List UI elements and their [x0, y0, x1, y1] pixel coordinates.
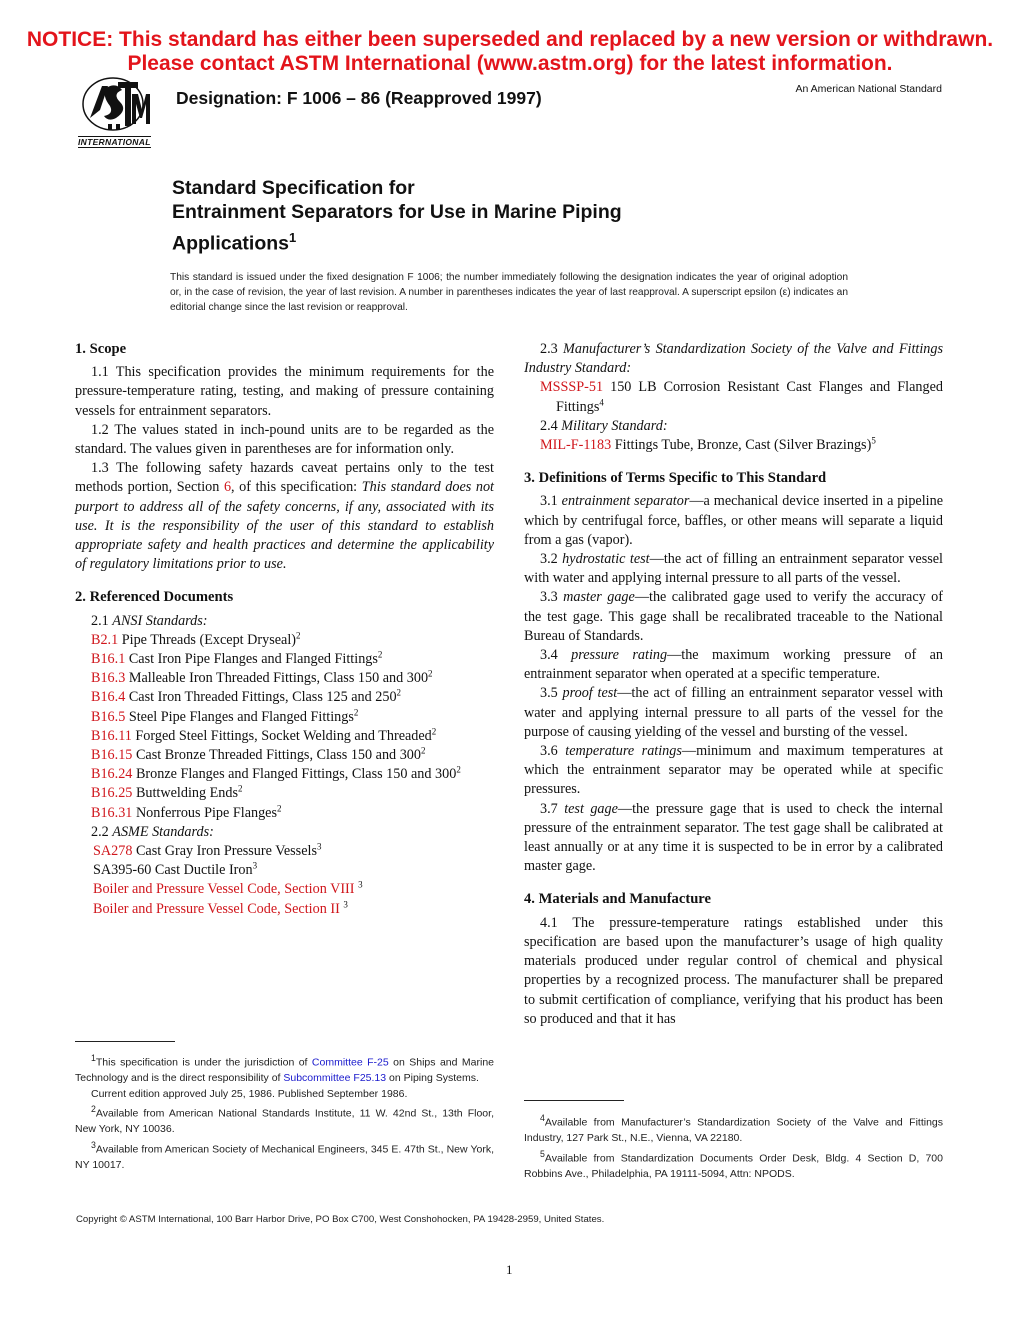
asme-bpvc-ii	[75, 900, 494, 919]
fn1-text-c: on Piping Systems.	[386, 1072, 479, 1084]
s1-3-text-a: 1.3 The following safety hazards caveat pertains only to the test methods portion, Section	[75, 460, 494, 496]
title-line-3	[172, 225, 296, 257]
asme-bpvc-ii-sup: 3	[343, 898, 348, 909]
ansi-ref-item	[75, 631, 494, 650]
american-national-standard: An American National Standard	[795, 83, 942, 95]
ansi-ref-sup: 2	[428, 668, 433, 679]
ansi-ref-item	[75, 650, 494, 669]
ansi-ref-text: Steel Pipe Flanges and Flanged Fittings	[125, 708, 354, 725]
definition-term: master gage	[563, 589, 635, 606]
definition-number: 3.1	[540, 493, 562, 510]
ansi-ref-sup: 2	[353, 706, 359, 717]
fn2-text: Available from American National Standards Institute, 11 W. 42nd St., 13th Floor, New York, NY 10036.	[75, 1107, 494, 1135]
ansi-ref-item	[75, 804, 494, 823]
section-1-2: 1.2 The values stated in inch-pound units are to be regarded as the standard. The values given in parentheses are for information only.	[75, 421, 494, 458]
definition-item	[524, 684, 943, 742]
ansi-ref-item	[75, 669, 494, 688]
s2-3-num: 2.3	[540, 341, 564, 357]
definition-term: hydrostatic test	[562, 551, 650, 568]
ansi-ref-text: Malleable Iron Threaded Fittings, Class 150 and 300	[125, 670, 429, 687]
definition-item	[524, 492, 943, 550]
refdocs-heading: 2. Referenced Documents	[75, 589, 234, 606]
fn4-text: Available from Manufacturer’s Standardization Society of the Valve and Fittings Industry, 127 Park St., N.E., Vienna, VA 22180.	[524, 1116, 943, 1144]
ansi-ref-item	[75, 784, 494, 803]
asme-sa395-text: SA395-60 Cast Ductile Iron	[93, 862, 253, 879]
ansi-ref-text: Cast Iron Pipe Flanges and Flanged Fittings	[125, 651, 378, 668]
mil-f-1183-link[interactable]: MIL-F-1183	[540, 437, 612, 454]
ansi-ref-link[interactable]: B16.5	[91, 708, 126, 725]
ansi-ref-text: Buttwelding Ends	[132, 785, 239, 802]
asme-sa395	[75, 861, 494, 880]
footnote-2	[75, 1102, 494, 1138]
right-column	[524, 340, 943, 1029]
ansi-ref-text: Pipe Threads (Except Dryseal)	[118, 631, 297, 648]
definition-item	[524, 800, 943, 877]
section-1-1: 1.1 This specification provides the minimum requirements for the pressure-temperature rating, testing, and making of pressure containing vessels for entrainment separators.	[75, 364, 494, 419]
definition-text: —minimum and maximum temperatures at which the entrainment separator may be operated while at specific pressures.	[524, 743, 944, 798]
asme-sa395-sup: 3	[252, 860, 258, 871]
definition-number: 3.5	[540, 685, 563, 702]
definition-text: —a mechanical device inserted in a pipeline which by centrifugal force, baffles, or other means will separate a liquid from a gas (vapor).	[524, 493, 944, 548]
ansi-ref-sup: 2	[456, 764, 461, 775]
footnote-1-edition: Current edition approved July 25, 1986. Published September 1986.	[91, 1087, 408, 1100]
definition-term: temperature ratings	[565, 743, 682, 760]
s1-3-text-b: , of this specification:	[231, 479, 362, 496]
asme-sa278-text: Cast Gray Iron Pressure Vessels	[132, 843, 317, 860]
ansi-ref-text: Cast Iron Threaded Fittings, Class 125 and 250	[125, 689, 397, 706]
s2-1-num: 2.1	[91, 612, 113, 629]
ansi-ref-link[interactable]: B16.1	[91, 651, 126, 668]
fn4-mark: 4	[540, 1113, 545, 1123]
definition-number: 3.4	[540, 647, 572, 664]
definition-text: —the calibrated gage used to verify the accuracy of the test gage. This gage shall be recalibrated traceable to the National Bureau of Standards.	[524, 589, 943, 644]
left-footnote-rule	[75, 1041, 175, 1042]
military-standard-label: Military Standard:	[561, 417, 668, 434]
asme-bpvc-viii-sup: 3	[358, 879, 363, 890]
asme-sa278-link[interactable]: SA278	[93, 843, 133, 860]
section-2-2	[75, 823, 494, 842]
ansi-ref-item	[75, 765, 494, 784]
ansi-ref-item	[75, 708, 494, 727]
ansi-ref-sup: 2	[296, 630, 301, 641]
msssp-51	[524, 378, 943, 416]
scope-heading: 1. Scope	[75, 341, 127, 357]
subcommittee-f2513-link[interactable]: Subcommittee F25.13	[283, 1072, 387, 1084]
ansi-ref-sup: 2	[377, 649, 383, 660]
fn3-text: Available from American Society of Mechanical Engineers, 345 E. 47th St., New York, NY 10017.	[75, 1143, 494, 1171]
fn3-mark: 3	[91, 1139, 96, 1150]
section-2-4	[524, 417, 943, 436]
section-2-1	[75, 612, 494, 631]
left-footnotes	[75, 1051, 494, 1173]
asme-standards-label: ASME Standards:	[112, 823, 214, 840]
page-number: 1	[506, 1262, 513, 1277]
asme-bpvc-viii	[75, 880, 494, 899]
ansi-ref-text: Bronze Flanges and Flanged Fittings, Class 150 and 300	[132, 766, 457, 783]
definition-number: 3.3	[540, 589, 564, 606]
ansi-ref-text: Nonferrous Pipe Flanges	[132, 804, 278, 821]
msssp-51-link[interactable]: MSSSP-51	[540, 379, 604, 396]
fn1-text-a: This specification is under the jurisdiction of	[95, 1056, 312, 1069]
footnote-1	[75, 1051, 494, 1087]
ansi-ref-item	[75, 746, 494, 765]
right-footnotes	[524, 1111, 943, 1182]
ansi-ref-link[interactable]: B16.15	[91, 747, 133, 764]
definition-item	[524, 742, 943, 800]
section-6-link[interactable]: 6	[223, 479, 232, 496]
committee-f25-link[interactable]: Committee F-25	[311, 1056, 389, 1069]
fn5-mark: 5	[540, 1148, 545, 1159]
ansi-list	[75, 631, 494, 823]
ansi-ref-text: Forged Steel Fittings, Socket Welding and Threaded	[131, 727, 432, 744]
ansi-ref-item	[75, 727, 494, 746]
issue-note: This standard is issued under the fixed designation F 1006; the number immediately following the designation indicates the year of original adoption or, in the case of revision, the year of last revision. A number in parentheses indicates the year of last reapproval. A superscript epsilon (ε) indicates an editorial change since the last revision or reapproval.	[170, 272, 848, 313]
notice-line-1: NOTICE: This standard has either been superseded and replaced by a new version or withdrawn.	[26, 28, 994, 51]
definition-item	[524, 646, 943, 684]
logo-international-text: INTERNATIONAL	[78, 137, 151, 147]
footnote-4	[524, 1111, 943, 1147]
title-line-2: Entrainment Separators for Use in Marine Piping	[172, 201, 622, 223]
ansi-ref-link[interactable]: B2.1	[91, 631, 119, 648]
ansi-ref-sup: 2	[396, 687, 402, 698]
definition-term: proof test	[562, 685, 618, 702]
definition-number: 3.6	[540, 743, 566, 760]
title-footnote-mark[interactable]: 1	[289, 230, 297, 245]
safety-caveat: This standard does not purport to address all of the safety concerns, if any, associated with its use. It is the responsibility of the user of this standard to establish appropriate safety and health practices and determine the applicability of regulatory limitations prior to use.	[75, 479, 495, 573]
fn1-text-b: on Ships and Marine Technology and is the direct responsibility of	[75, 1056, 495, 1084]
asme-bpvc-viii-link[interactable]: Boiler and Pressure Vessel Code, Section VIII	[93, 881, 355, 898]
ansi-ref-link[interactable]: B16.11	[91, 727, 132, 744]
ansi-ref-link[interactable]: B16.3	[91, 670, 126, 687]
definitions-list	[524, 492, 943, 876]
definition-text: —the act of filling an entrainment separator vessel with water and applying internal pressure to all parts of the vessel for the purpose of causing yielding of the vessel and bursting of the vessel.	[524, 685, 944, 740]
asme-bpvc-ii-link[interactable]: Boiler and Pressure Vessel Code, Section II	[93, 900, 340, 917]
section-4-1: 4.1 The pressure-temperature ratings established under this specification are based upon the manufacturer’s usage of high quality materials produced under regular control of chemical and physical properties by a recognized process. The manufacturer shall be prepared to submit certification of compliance, verifying that his product has been so produced and that it has	[524, 914, 943, 1027]
s2-4-num: 2.4	[540, 417, 562, 434]
designation: Designation: F 1006 – 86 (Reapproved 1997)	[176, 88, 542, 108]
ansi-standards-label: ANSI Standards:	[112, 612, 208, 629]
ansi-ref-sup: 2	[277, 802, 282, 813]
mss-label: Manufacturer’s Standardization Society of the Valve and Fittings Industry Standard:	[524, 341, 944, 377]
definitions-heading: 3. Definitions of Terms Specific to This Standard	[524, 470, 827, 487]
astm-logo	[72, 74, 162, 150]
mil-f-1183-sup: 5	[871, 435, 876, 446]
definition-number: 3.7	[540, 800, 565, 817]
title-line-1: Standard Specification for	[172, 177, 415, 199]
right-footnote-rule	[524, 1100, 624, 1101]
copyright: Copyright © ASTM International, 100 Barr Harbor Drive, PO Box C700, West Conshohocken, PA 19428-2959, United States.	[76, 1214, 605, 1225]
ansi-ref-link[interactable]: B16.31	[91, 804, 133, 821]
asme-sa278-sup: 3	[316, 841, 322, 852]
ansi-ref-link[interactable]: B16.25	[91, 785, 133, 802]
footnote-3	[75, 1138, 494, 1174]
fn5-text: Available from Standardization Documents Order Desk, Bldg. 4 Section D, 700 Robbins Ave., Philadelphia, PA 19111-5094, Attn: NPODS.	[524, 1152, 943, 1180]
definition-term: test gage	[564, 800, 618, 817]
definition-item	[524, 588, 943, 646]
notice-line-2: Please contact ASTM International (www.astm.org) for the latest information.	[127, 52, 893, 75]
msssp-51-text: 150 LB Corrosion Resistant Cast Flanges and Flanged Fittings	[556, 379, 943, 415]
s2-2-num: 2.2	[91, 823, 113, 840]
materials-heading: 4. Materials and Manufacture	[524, 891, 711, 908]
asme-sa278	[75, 842, 494, 861]
mil-f-1183-text: Fittings Tube, Bronze, Cast (Silver Brazings)	[611, 437, 872, 454]
fn1-mark: 1	[91, 1053, 96, 1063]
ansi-ref-link[interactable]: B16.4	[91, 689, 126, 706]
ansi-ref-sup: 2	[238, 783, 243, 794]
definition-text: —the act of filling an entrainment separator vessel with water and applying internal pressure to all parts of the vessel.	[524, 551, 944, 587]
ansi-ref-sup: 2	[431, 726, 437, 737]
definition-term: pressure rating	[571, 647, 668, 664]
ansi-ref-link[interactable]: B16.24	[91, 766, 133, 783]
fn2-mark: 2	[91, 1104, 96, 1114]
definition-text: —the maximum working pressure of an entrainment separator when operated at a specific temperature.	[524, 647, 943, 683]
section-1-3	[75, 459, 494, 574]
definition-number: 3.2	[540, 551, 563, 568]
mil-f-1183	[524, 436, 943, 455]
title-applications: Applications	[172, 232, 290, 255]
ansi-ref-sup: 2	[420, 745, 426, 756]
ansi-ref-item	[75, 688, 494, 707]
ansi-ref-text: Cast Bronze Threaded Fittings, Class 150 and 300	[132, 747, 421, 764]
definition-item	[524, 550, 943, 588]
section-2-3	[524, 340, 943, 378]
footnote-5	[524, 1147, 943, 1183]
left-column	[75, 340, 494, 919]
msssp-51-sup: 4	[599, 396, 604, 407]
definition-term: entrainment separator	[561, 493, 690, 510]
definition-text: —the pressure gage that is used to check the internal pressure of the entrainment separator. The test gage shall be calibrated at least annually or at any time it is suspected to be in error by a calibrated master gage.	[524, 800, 944, 875]
